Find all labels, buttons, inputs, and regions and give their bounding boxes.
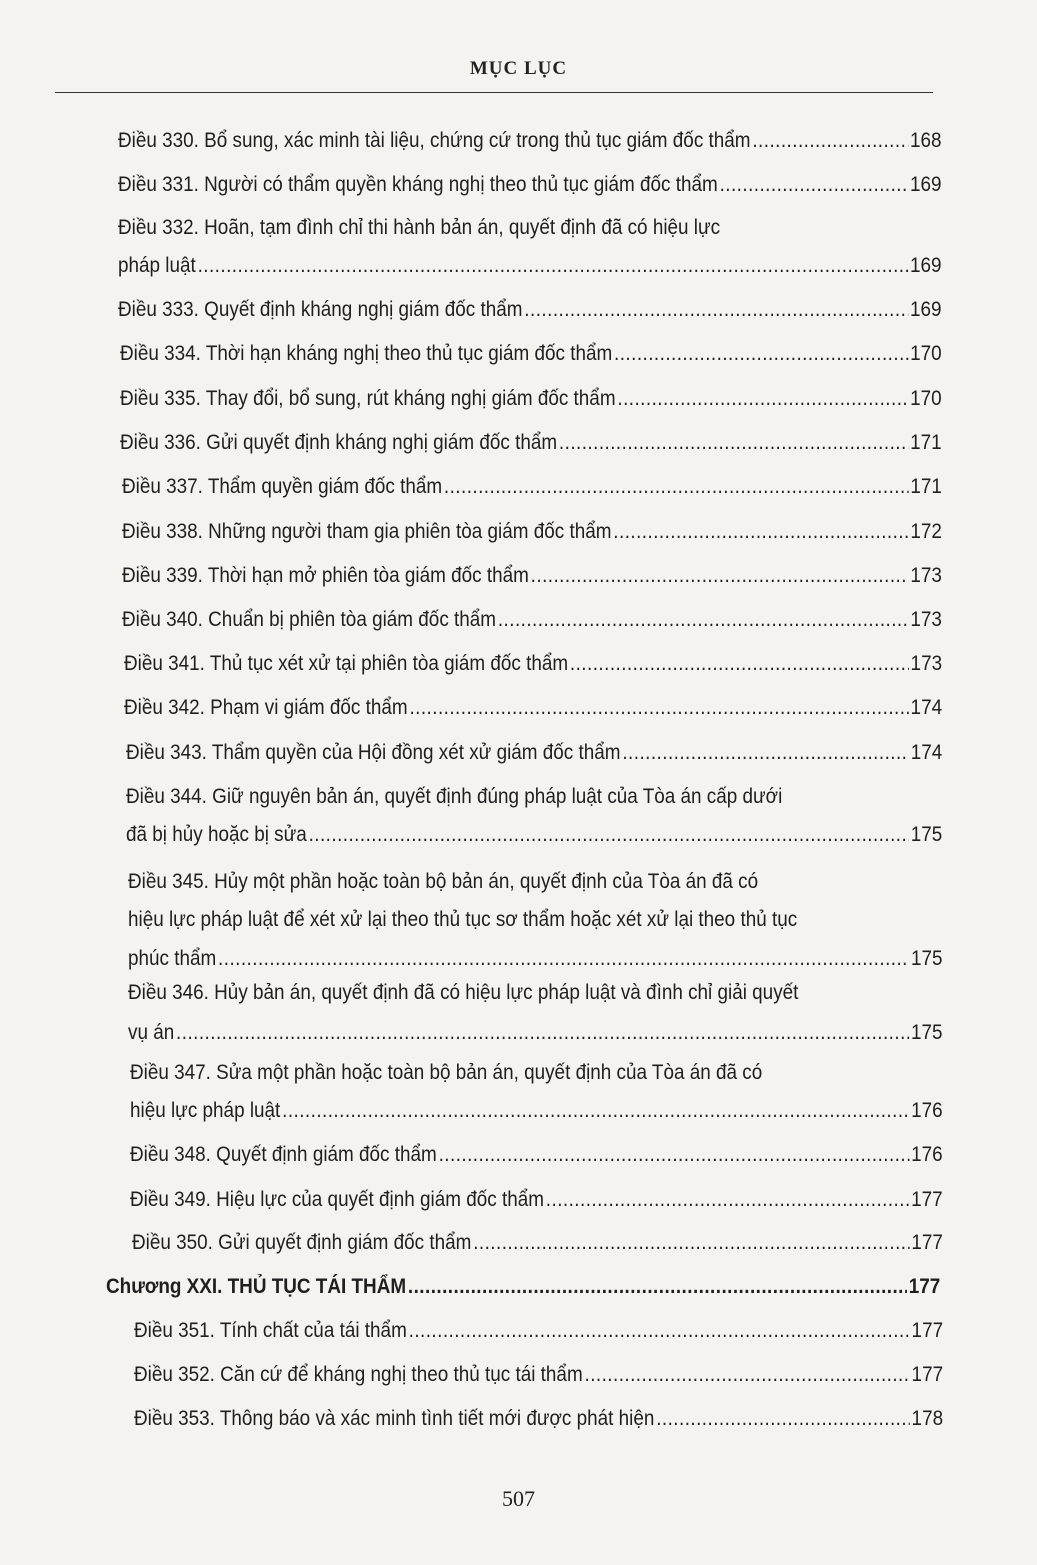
toc-entry-348 (130, 1142, 943, 1168)
toc-entry-text: Điều 336. Gửi quyết định kháng nghị giám đốc thẩm (120, 431, 558, 454)
toc-page-number: 171 (910, 475, 942, 498)
toc-entry-text: Điều 350. Gửi quyết định giám đốc thẩm (132, 1231, 472, 1254)
toc-entry-text: hiệu lực pháp luật để xét xử lại theo thủ tục sơ thẩm hoặc xét xử lại theo thủ tục (128, 908, 798, 931)
toc-entry-text: Điều 353. Thông báo và xác minh tình tiết mới được phát hiện (134, 1407, 655, 1430)
toc-entry-338 (122, 519, 942, 545)
toc-page-number: 171 (910, 431, 942, 454)
toc-entry-351 (134, 1318, 943, 1344)
leader-dots (613, 519, 908, 545)
leader-dots (752, 128, 908, 154)
leader-dots (218, 946, 909, 972)
toc-entry-text: Điều 344. Giữ nguyên bản án, quyết định đúng pháp luật của Tòa án cấp dưới (126, 785, 783, 808)
toc-page-number: 173 (910, 652, 943, 675)
leader-dots (559, 430, 908, 456)
toc-entry-335 (120, 386, 942, 412)
leader-dots (614, 341, 908, 367)
toc-entry-text: Điều 343. Thẩm quyền của Hội đồng xét xử giám đốc thẩm (126, 741, 621, 764)
toc-entry-text: hiệu lực pháp luật (130, 1099, 281, 1122)
leader-dots (656, 1406, 910, 1432)
toc-entry-text: Điều 349. Hiệu lực của quyết định giám đốc thẩm (130, 1188, 544, 1211)
toc-entry-text: Điều 337. Thẩm quyền giám đốc thẩm (122, 475, 443, 498)
toc-entry-text: đã bị hủy hoặc bị sửa (126, 823, 307, 846)
toc-page-number: 178 (911, 1407, 944, 1430)
toc-page-number: 169 (909, 173, 942, 196)
toc-entry-text: phúc thẩm (128, 947, 217, 970)
toc-entry-text: Điều 331. Người có thẩm quyền kháng nghị theo thủ tục giám đốc thẩm (118, 173, 718, 196)
toc-entry-344 (126, 784, 942, 810)
toc-entry-349 (130, 1187, 943, 1213)
toc-entry-352 (134, 1362, 943, 1388)
toc-entry-343 (126, 740, 942, 766)
toc-entry-text: Điều 340. Chuẩn bị phiên tòa giám đốc thẩm (122, 608, 497, 631)
toc-page-number: 177 (911, 1188, 943, 1211)
toc-page-number: 168 (909, 129, 942, 152)
toc-page-number: 169 (909, 254, 942, 277)
toc-page-number: 177 (911, 1231, 943, 1254)
toc-entry-340 (122, 607, 942, 633)
toc-page-number: 177 (911, 1319, 944, 1342)
page-header-title: MỤC LỤC (469, 58, 568, 79)
toc-entry-333 (118, 297, 942, 323)
toc-entry-text: Điều 347. Sửa một phần hoặc toàn bộ bản án, quyết định của Tòa án đã có (130, 1061, 763, 1084)
leader-dots (408, 1274, 907, 1300)
leader-dots (584, 1362, 909, 1388)
page-number: 507 (502, 1486, 535, 1511)
toc-entry-text: Điều 334. Thời hạn kháng nghị theo thủ tục giám đốc thẩm (120, 342, 613, 365)
toc-entry-346 (128, 980, 943, 1006)
toc-entry-text: Điều 348. Quyết định giám đốc thẩm (130, 1143, 437, 1166)
toc-page-number: 173 (910, 564, 942, 587)
toc-entry-345-cont (128, 907, 943, 933)
toc-entry-text: pháp luật (118, 254, 196, 277)
toc-entry-332-cont (118, 253, 942, 279)
leader-dots (176, 1020, 909, 1046)
toc-entry-text: Điều 333. Quyết định kháng nghị giám đốc thẩm (118, 298, 523, 321)
toc-page-number: 174 (910, 696, 943, 719)
leader-dots (439, 1142, 910, 1168)
leader-dots (473, 1230, 909, 1256)
leader-dots (720, 172, 909, 198)
toc-page-number: 175 (910, 947, 943, 970)
toc-entry-text: Điều 338. Những người tham gia phiên tòa giám đốc thẩm (122, 520, 612, 543)
toc-entry-342 (124, 695, 942, 721)
leader-dots (309, 822, 909, 848)
toc-entry-text: Điều 335. Thay đổi, bổ sung, rút kháng nghị giám đốc thẩm (120, 387, 616, 410)
toc-page-number: 177 (911, 1363, 944, 1386)
toc-entry-331 (118, 172, 942, 198)
toc-entry-341 (124, 651, 942, 677)
leader-dots (617, 386, 908, 412)
toc-entry-text: Điều 339. Thời hạn mở phiên tòa giám đốc thẩm (122, 564, 529, 587)
toc-entry-text: Điều 345. Hủy một phần hoặc toàn bộ bản án, quyết định của Tòa án đã có (128, 870, 759, 893)
leader-dots (570, 651, 909, 677)
toc-entry-334 (120, 341, 942, 367)
toc-entry-text: Điều 342. Phạm vi giám đốc thẩm (124, 696, 408, 719)
toc-entry-350 (132, 1230, 943, 1256)
toc-entry-347-cont (130, 1098, 943, 1124)
toc-entry-344-cont (126, 822, 942, 848)
toc-entry-339 (122, 563, 942, 589)
toc-entry-345-cont2 (128, 946, 943, 972)
toc-entry-330 (118, 128, 942, 154)
leader-dots (622, 740, 909, 766)
toc-entry-347 (130, 1060, 943, 1086)
toc-entry-353 (134, 1406, 943, 1432)
toc-page-number: 169 (909, 298, 942, 321)
leader-dots (282, 1098, 909, 1124)
toc-page-number: 176 (911, 1099, 943, 1122)
leader-dots (498, 607, 909, 633)
toc-entry-text: Điều 346. Hủy bản án, quyết định đã có hiệu lực pháp luật và đình chỉ giải quyết (128, 981, 799, 1004)
toc-entry-336 (120, 430, 942, 456)
toc-page-number: 173 (910, 608, 942, 631)
leader-dots (546, 1187, 910, 1213)
toc-entry-text: Điều 332. Hoãn, tạm đình chỉ thi hành bản án, quyết định đã có hiệu lực (118, 216, 721, 239)
leader-dots (409, 1318, 910, 1344)
leader-dots (198, 253, 909, 279)
toc-page-number: 175 (910, 823, 943, 846)
toc-chapter-xxi (106, 1274, 940, 1300)
leader-dots (444, 474, 909, 500)
toc-entry-text: Chương XXI. THỦ TỤC TÁI THẨM (106, 1275, 407, 1298)
leader-dots (524, 297, 908, 323)
toc-page-number: 174 (910, 741, 943, 764)
toc-entry-332 (118, 215, 942, 241)
toc-page-number: 175 (910, 1021, 943, 1044)
toc-entry-text: Điều 352. Căn cứ để kháng nghị theo thủ tục tái thẩm (134, 1363, 583, 1386)
toc-page-number: 170 (910, 387, 942, 410)
toc-page-number: 177 (908, 1275, 941, 1298)
toc-entry-text: vụ án (128, 1021, 175, 1044)
toc-page-number: 176 (911, 1143, 943, 1166)
toc-page-number: 170 (910, 342, 942, 365)
toc-entry-text: Điều 351. Tính chất của tái thẩm (134, 1319, 407, 1342)
leader-dots (409, 695, 908, 721)
toc-page-number: 172 (910, 520, 942, 543)
toc-entry-345 (128, 869, 943, 895)
toc-entry-text: Điều 330. Bổ sung, xác minh tài liệu, chứng cứ trong thủ tục giám đốc thẩm (118, 129, 751, 152)
toc-entry-337 (122, 474, 942, 500)
toc-entry-text: Điều 341. Thủ tục xét xử tại phiên tòa giám đốc thẩm (124, 652, 569, 675)
leader-dots (531, 563, 909, 589)
toc-entry-346-cont (128, 1020, 943, 1046)
